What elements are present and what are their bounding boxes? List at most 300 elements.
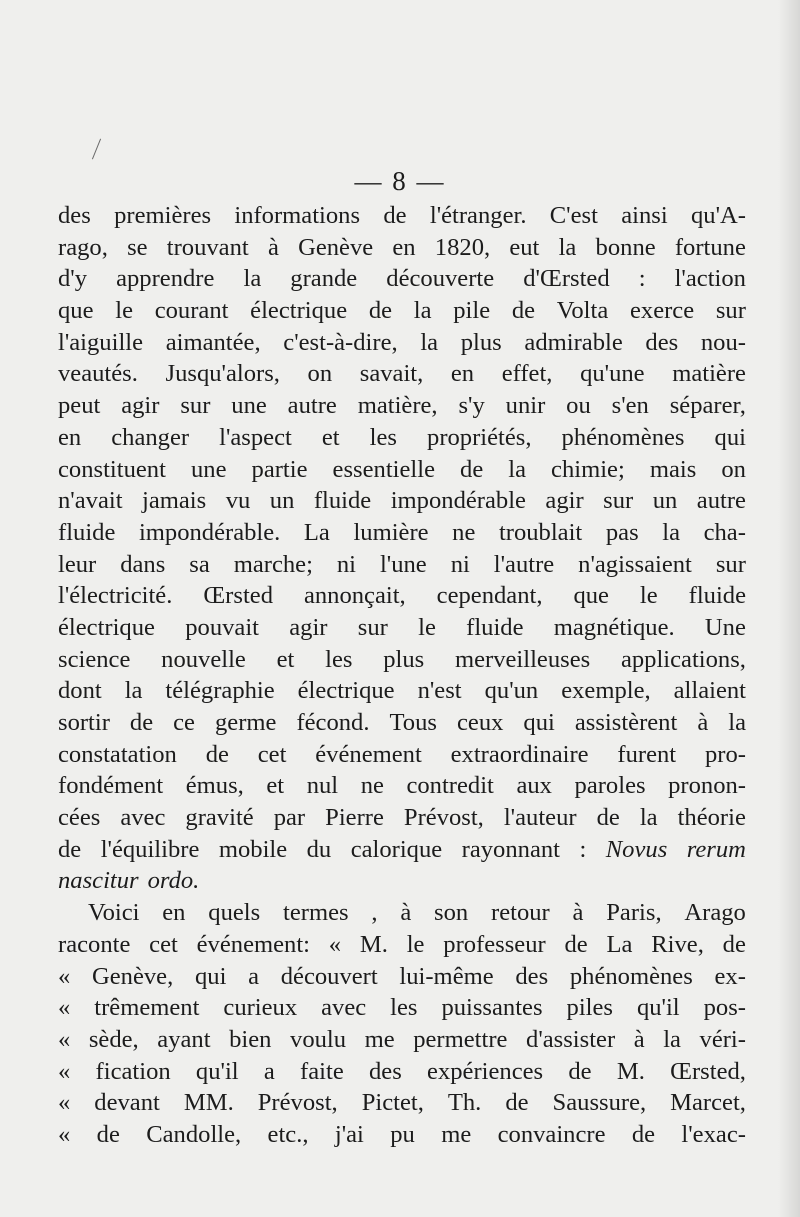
word: autre: [696, 487, 746, 515]
word: Prévost,: [403, 804, 484, 832]
word: vu: [225, 487, 251, 515]
word: science: [58, 645, 131, 673]
word: le: [115, 297, 133, 325]
word: à: [267, 233, 279, 261]
word: C'est: [549, 202, 598, 229]
word: phénomènes: [569, 962, 693, 990]
word: sur: [715, 297, 746, 325]
word: dans: [120, 550, 166, 578]
word: d'y: [58, 265, 88, 293]
word: convaincre: [497, 1120, 606, 1148]
word: se: [127, 233, 148, 261]
word: n'agissaient: [578, 550, 692, 578]
text-line: [58, 360, 746, 392]
word: rerum: [686, 835, 746, 863]
word: ceux: [456, 709, 504, 736]
word: ex-: [714, 962, 746, 990]
word: «: [58, 962, 71, 990]
word: fluide: [466, 613, 524, 641]
word: nouvelle: [161, 645, 246, 673]
word: découvert: [280, 962, 378, 990]
word: a: [263, 1057, 275, 1085]
word: :: [579, 835, 587, 863]
text-line: [58, 994, 746, 1026]
word: ni: [336, 550, 356, 578]
word: séparer,: [669, 392, 746, 420]
word: Genève,: [92, 962, 174, 990]
word: le: [418, 613, 436, 641]
word: qui: [523, 709, 555, 736]
word: courant: [154, 297, 229, 325]
word: La: [303, 518, 330, 546]
word: fécond.: [296, 709, 370, 736]
word: Œrsted,: [670, 1057, 746, 1085]
word: n'avait: [58, 487, 123, 515]
word: calorique: [350, 835, 443, 863]
word: Paris,: [606, 899, 662, 927]
word: pas: [605, 518, 639, 546]
word: de: [368, 297, 393, 325]
word: «: [58, 1089, 71, 1117]
word: rago,: [58, 233, 108, 261]
word: aimantée,: [165, 328, 261, 356]
word: sortir: [58, 709, 110, 736]
text-line: [58, 297, 746, 329]
word: essentielle: [332, 455, 435, 483]
word: termes: [283, 899, 349, 927]
word: c'est-à-dire,: [283, 328, 398, 356]
word: plus: [383, 645, 425, 673]
word: rayonnant: [461, 835, 560, 863]
word: premières: [114, 202, 212, 229]
word: par: [273, 804, 306, 832]
word: effet,: [501, 360, 553, 388]
text-line: [58, 582, 746, 614]
word: le: [406, 930, 425, 958]
word: sur: [357, 613, 388, 641]
word: cependant,: [436, 582, 543, 610]
word: ne: [452, 518, 476, 546]
text-line: [58, 836, 746, 868]
word: cha-: [703, 518, 746, 546]
word: la: [413, 297, 432, 325]
word: faite: [300, 1057, 344, 1085]
word: apprendre: [116, 265, 215, 293]
word: quels: [208, 899, 261, 927]
word: de: [511, 297, 536, 325]
text-line: [58, 614, 746, 646]
text-line: [58, 392, 746, 424]
word: Rive,: [651, 930, 704, 958]
text-line: [58, 804, 746, 836]
word: les: [325, 645, 353, 673]
word: l'exac-: [681, 1120, 746, 1148]
word: ayant: [157, 1025, 211, 1053]
word: une: [231, 392, 267, 420]
text-line: [58, 519, 746, 551]
text-line: [58, 329, 746, 361]
word: allaient: [673, 677, 746, 705]
word: la: [639, 804, 658, 832]
word: chimie;: [551, 455, 625, 483]
word: Marcet,: [670, 1089, 746, 1117]
word: la: [508, 455, 527, 483]
word: informations: [234, 202, 361, 229]
word: j'ai: [334, 1120, 364, 1148]
page-number: — 8 —: [354, 166, 446, 196]
word: de: [205, 740, 229, 768]
word: admirable: [524, 328, 623, 356]
word: fortune: [674, 233, 746, 261]
word: sur: [603, 487, 634, 515]
word: paroles: [574, 772, 646, 800]
word: pile: [453, 297, 491, 325]
word: Novus: [605, 835, 668, 863]
word: eut: [509, 233, 540, 261]
word: en: [162, 899, 186, 927]
word: qu'il: [195, 1057, 239, 1085]
word: que: [573, 582, 609, 610]
word: professeur: [443, 930, 546, 958]
word: la: [124, 677, 143, 705]
word: trouvant: [166, 233, 249, 261]
word: de: [564, 930, 588, 958]
word: «: [58, 1057, 71, 1085]
text-line: [58, 234, 746, 266]
word: dont: [58, 677, 102, 705]
word: nou-: [700, 328, 746, 356]
word: de: [129, 709, 154, 736]
word: de: [96, 1120, 120, 1148]
word: pouvait: [185, 613, 259, 641]
word: mais: [649, 455, 697, 483]
word: phénomènes: [561, 423, 685, 451]
word: théorie: [677, 804, 746, 832]
word: Candolle,: [146, 1120, 242, 1148]
word: sur: [180, 392, 211, 420]
word: agir: [289, 613, 328, 641]
word: matière,: [357, 392, 438, 420]
word: permettre: [413, 1025, 508, 1053]
word: bonne: [595, 233, 656, 261]
word: on: [307, 360, 333, 388]
word: raconte: [58, 930, 131, 958]
word: l'électricité.: [58, 582, 173, 610]
word: de: [631, 1120, 656, 1148]
word: en: [392, 233, 416, 261]
text-line: [58, 424, 746, 456]
word: troublait: [498, 518, 583, 546]
word: l'autre: [493, 550, 555, 578]
stray-pencil-mark: [92, 139, 101, 160]
word: fluide: [688, 582, 746, 610]
word: télégraphie: [165, 677, 275, 705]
word: s'y: [458, 392, 485, 420]
word: ,: [371, 899, 378, 927]
word: n'est: [417, 677, 462, 705]
word: à: [633, 1025, 645, 1053]
text-line: [58, 709, 746, 741]
word: ne: [360, 772, 384, 800]
word: ni: [450, 550, 470, 578]
word: la: [663, 1025, 681, 1053]
word: nascitur: [58, 867, 139, 895]
word: impondérable: [390, 487, 526, 515]
text-line: [58, 487, 746, 519]
word: avec: [321, 994, 367, 1022]
word: la: [728, 709, 746, 736]
word: un: [652, 487, 678, 515]
word: qu'une: [580, 360, 645, 388]
text-line: [58, 772, 746, 804]
word: l'étranger.: [429, 202, 527, 229]
word: de: [58, 835, 82, 863]
word: fluide: [313, 487, 372, 515]
word: l'auteur: [503, 804, 577, 832]
word: «: [58, 1120, 71, 1148]
word: curieux: [223, 994, 298, 1022]
word: cet: [149, 930, 178, 958]
word: de: [460, 455, 484, 483]
word: à: [572, 899, 584, 927]
word: impondérable.: [138, 518, 281, 546]
word: peut: [58, 392, 101, 420]
word: savait,: [359, 360, 424, 388]
word: «: [328, 930, 342, 958]
word: de: [568, 1057, 592, 1085]
word: à: [400, 899, 412, 927]
word: ce: [173, 709, 195, 736]
word: des: [369, 1057, 402, 1085]
word: électrique: [297, 677, 395, 705]
word: lumière: [353, 518, 429, 546]
word: s'en: [611, 392, 649, 420]
word: sède,: [88, 1025, 139, 1053]
word: Volta: [556, 297, 609, 325]
text-line: [58, 1089, 746, 1121]
word: en: [450, 360, 475, 388]
word: agir: [545, 487, 584, 515]
text-line: [58, 899, 746, 931]
word: et: [321, 423, 340, 451]
word: de: [722, 930, 746, 958]
word: devant: [94, 1089, 160, 1117]
word: l'action: [674, 265, 746, 293]
word: Genève: [298, 233, 374, 261]
word: annonçait,: [303, 582, 406, 610]
word: un: [269, 487, 295, 515]
word: cées: [58, 804, 101, 832]
word: de: [596, 804, 620, 832]
word: M.: [359, 930, 388, 958]
word: d'assister: [526, 1025, 616, 1053]
word: grande: [290, 265, 358, 293]
word: des: [645, 328, 679, 356]
word: 1820,: [434, 233, 491, 261]
word: furent: [617, 740, 677, 768]
word: merveilleuses: [454, 645, 591, 673]
word: événement: [315, 740, 422, 768]
word: «: [58, 1025, 71, 1053]
word: émus,: [185, 772, 244, 800]
word: l'aspect: [219, 423, 292, 451]
word: qui: [714, 423, 746, 451]
text-line: [58, 963, 746, 995]
word: à: [697, 709, 709, 736]
word: ou: [566, 392, 591, 420]
word: Voici: [88, 899, 140, 927]
word: Saussure,: [552, 1089, 647, 1117]
word: bien: [229, 1025, 272, 1053]
word: contredit: [406, 772, 494, 800]
word: électrique: [58, 613, 155, 641]
text-line: [58, 202, 746, 234]
word: extraordinaire: [450, 740, 589, 768]
word: des: [515, 962, 549, 990]
word: la: [558, 233, 577, 261]
text-line: [58, 1121, 746, 1153]
word: constatation: [58, 740, 177, 768]
word: de: [505, 1089, 529, 1117]
text-line: [58, 741, 746, 773]
word: Pierre: [325, 804, 384, 832]
word: etc.,: [267, 1120, 309, 1148]
word: constituent: [58, 455, 166, 483]
word: les: [390, 994, 418, 1022]
word: gravité: [185, 804, 254, 832]
word: électrique: [250, 297, 348, 325]
word: d'Œrsted: [523, 265, 610, 293]
word: et: [266, 772, 285, 800]
word: partie: [251, 455, 308, 483]
word: agir: [121, 392, 160, 420]
word: sur: [715, 550, 746, 578]
word: M.: [616, 1057, 645, 1085]
word: qu'A-: [690, 202, 746, 229]
word: la: [243, 265, 262, 293]
word: Jusqu'alors,: [165, 360, 280, 388]
word: Arago: [684, 899, 746, 927]
word: ainsi: [621, 202, 668, 229]
word: plus: [460, 328, 502, 356]
word: pu: [390, 1120, 415, 1148]
text-line: [58, 551, 746, 583]
word: la: [420, 328, 439, 356]
word: qui: [194, 962, 227, 990]
word: expériences: [427, 1057, 544, 1085]
word: Œrsted: [203, 582, 273, 610]
word: du: [306, 835, 332, 863]
word: des: [58, 202, 91, 229]
word: exerce: [629, 297, 695, 325]
word: voulu: [290, 1025, 347, 1053]
text-line: [58, 1058, 746, 1090]
word: l'aiguille: [58, 328, 144, 356]
word: le: [639, 582, 658, 610]
word: et: [276, 645, 295, 673]
word: Th.: [447, 1089, 482, 1117]
word: fication: [95, 1057, 171, 1085]
word: propriétés,: [427, 423, 532, 451]
word: trêmement: [94, 994, 200, 1022]
word: leur: [58, 550, 97, 578]
text-line: [58, 931, 746, 963]
word: retour: [491, 899, 550, 927]
word: que: [58, 297, 94, 325]
word: pronon-: [668, 772, 746, 800]
text-line: [58, 265, 746, 297]
word: puissantes: [441, 994, 543, 1022]
word: changer: [111, 423, 190, 451]
word: «: [58, 994, 71, 1022]
word: applications,: [620, 645, 746, 673]
word: marche;: [233, 550, 313, 578]
word: qu'il: [636, 994, 680, 1022]
word: l'une: [379, 550, 427, 578]
word: pro-: [704, 740, 746, 768]
word: Pictet,: [361, 1089, 424, 1117]
word: de: [383, 202, 407, 229]
word: qu'un: [484, 677, 539, 705]
word: son: [434, 899, 469, 927]
word: cet: [257, 740, 287, 768]
text-line: [58, 867, 746, 899]
word: me: [441, 1120, 472, 1148]
word: unir: [505, 392, 546, 420]
body-text: [58, 202, 746, 1153]
word: fluide: [58, 518, 116, 546]
word: autre: [287, 392, 337, 420]
word: la: [662, 518, 680, 546]
word: Prévost,: [257, 1089, 338, 1117]
word: La: [606, 930, 633, 958]
word: exemple,: [561, 677, 651, 705]
word: véri-: [699, 1025, 746, 1053]
text-line: [58, 1026, 746, 1058]
word: mobile: [218, 835, 288, 863]
text-line: [58, 456, 746, 488]
word: une: [190, 455, 227, 483]
word: en: [58, 423, 82, 451]
text-line: [58, 646, 746, 678]
word: veautés.: [58, 360, 138, 388]
word: germe: [214, 709, 277, 736]
word: jamais: [142, 487, 207, 515]
text-line: [58, 677, 746, 709]
word: assistèrent: [574, 709, 678, 736]
word: matière: [672, 360, 746, 388]
word: piles: [566, 994, 613, 1022]
word: me: [364, 1025, 395, 1053]
word: :: [638, 265, 646, 293]
word: pos-: [703, 994, 746, 1022]
word: fondément: [58, 772, 164, 800]
word: événement:: [196, 930, 310, 958]
word: sa: [189, 550, 210, 578]
word: ordo.: [147, 867, 200, 895]
word: lui-même: [399, 962, 494, 990]
word: nul: [306, 772, 339, 800]
word: a: [248, 962, 260, 990]
word: Tous: [389, 709, 437, 736]
word: l'équilibre: [100, 835, 200, 863]
word: MM.: [183, 1089, 234, 1117]
word: les: [369, 423, 397, 451]
word: avec: [120, 804, 166, 832]
word: on: [721, 455, 746, 483]
word: Une: [704, 613, 746, 641]
word: magnétique.: [553, 613, 675, 641]
